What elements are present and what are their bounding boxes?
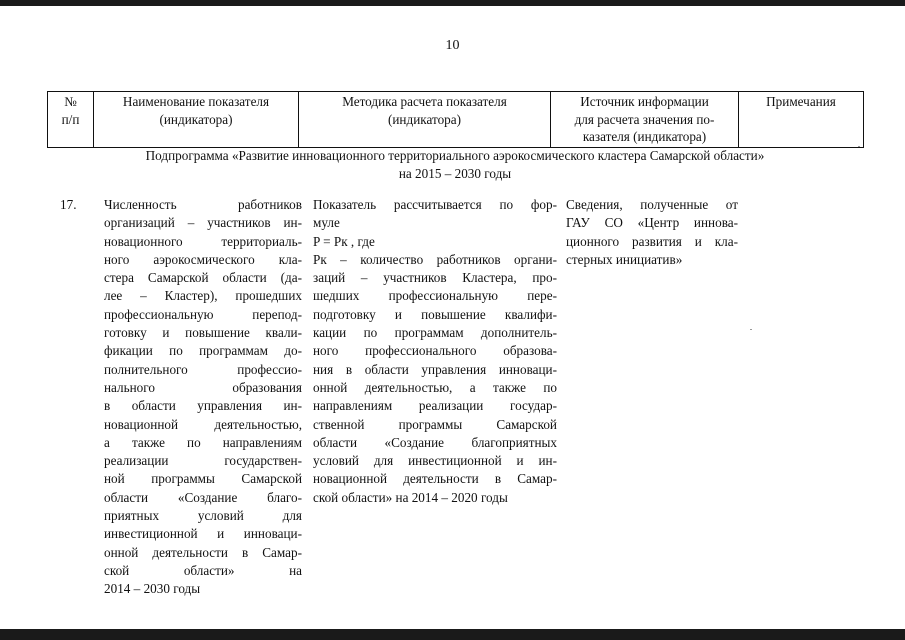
scan-border-top	[0, 0, 905, 6]
indicator-name-line: новационного территориаль-	[104, 233, 302, 249]
scan-speck	[858, 146, 860, 147]
method-line: ния в области управления инноваци-	[313, 361, 557, 377]
subprogram-title-line2: на 2015 – 2030 годы	[398, 166, 512, 181]
method-line: новационной деятельности в Самар-	[313, 471, 557, 487]
method-line: направлениям реализации государ-	[313, 398, 557, 414]
indicator-name-line: 2014 – 2030 годы	[104, 581, 201, 597]
indicator-name-line: профессиональную перепод-	[104, 306, 302, 322]
table-header-row	[48, 92, 864, 148]
header-method: Методика расчета показателя (индикатора)	[299, 92, 551, 148]
indicator-name	[104, 196, 302, 599]
header-source: Источник информации для расчета значения по- казателя (индикатора)	[551, 92, 739, 148]
source-line: ГАУ СО «Центр иннова-	[566, 215, 738, 231]
indicator-name-line: лее – Кластер), прошедших	[104, 288, 302, 304]
indicator-name-line: нального образования	[104, 379, 302, 395]
page-number: 10	[445, 38, 460, 53]
indicator-name-line: инвестиционной и инноваци-	[104, 526, 302, 542]
method-line: заций – участников Кластера, про-	[313, 270, 557, 286]
indicator-name-line: полнительного профессио-	[104, 361, 302, 377]
indicator-table-header	[47, 91, 864, 148]
source-line: стерных инициатив»	[566, 251, 683, 267]
source-line: ционного развития и кла-	[566, 233, 738, 249]
scan-speck	[750, 329, 752, 330]
method-line: Показатель рассчитывается по фор-	[313, 197, 557, 212]
calculation-method	[313, 196, 557, 507]
indicator-name-line: организаций – участников ин-	[104, 215, 302, 231]
method-line: онной деятельностью, а также по	[313, 379, 557, 395]
subprogram-title-line1: Подпрограмма «Развитие инновационного территориального аэрокосмического кластера Самарской области»	[145, 148, 765, 163]
indicator-name-line: ской области» на	[104, 562, 302, 578]
row-number: 17.	[60, 197, 77, 212]
indicator-name-line: стера Самарской области (да-	[104, 270, 302, 286]
indicator-name-line: ного аэрокосмического кла-	[104, 251, 302, 267]
method-line: условий для инвестиционной и ин-	[313, 453, 557, 469]
method-line: подготовку и повышение квалифи-	[313, 306, 557, 322]
header-name: Наименование показателя (индикатора)	[94, 92, 299, 148]
indicator-name-line: новационной деятельностью,	[104, 416, 302, 432]
indicator-name-line: готовку и повышение квали-	[104, 325, 302, 341]
source-line: Сведения, полученные от	[566, 197, 738, 212]
method-line: ственной программы Самарской	[313, 416, 557, 432]
method-line: кации по программам дополнитель-	[313, 325, 557, 341]
indicator-name-line: в области управления ин-	[104, 398, 302, 414]
indicator-name-line: фикации по программам до-	[104, 343, 302, 359]
method-line: муле	[313, 215, 340, 231]
header-notes: Примечания	[739, 92, 864, 148]
indicator-name-line: ной программы Самарской	[104, 471, 302, 487]
subprogram-title	[47, 147, 863, 183]
indicator-name-line: Численность работников	[104, 197, 302, 212]
scan-border-bottom	[0, 629, 905, 640]
indicator-name-line: реализации государствен-	[104, 453, 302, 469]
indicator-name-line: области «Создание благо-	[104, 489, 302, 505]
header-num: № п/п	[48, 92, 94, 148]
indicator-name-line: онной деятельности в Самар-	[104, 544, 302, 560]
method-line: ской области» на 2014 – 2020 годы	[313, 489, 508, 505]
method-line: Pк – количество работников органи-	[313, 251, 557, 267]
method-line: шедших профессиональную пере-	[313, 288, 557, 304]
method-line: ного профессионального образова-	[313, 343, 557, 359]
indicator-name-line: а также по направлениям	[104, 434, 302, 450]
method-line: области «Создание благоприятных	[313, 434, 557, 450]
indicator-name-line: приятных условий для	[104, 508, 302, 524]
method-formula: P = Pк , где	[313, 233, 375, 249]
information-source	[566, 196, 738, 269]
